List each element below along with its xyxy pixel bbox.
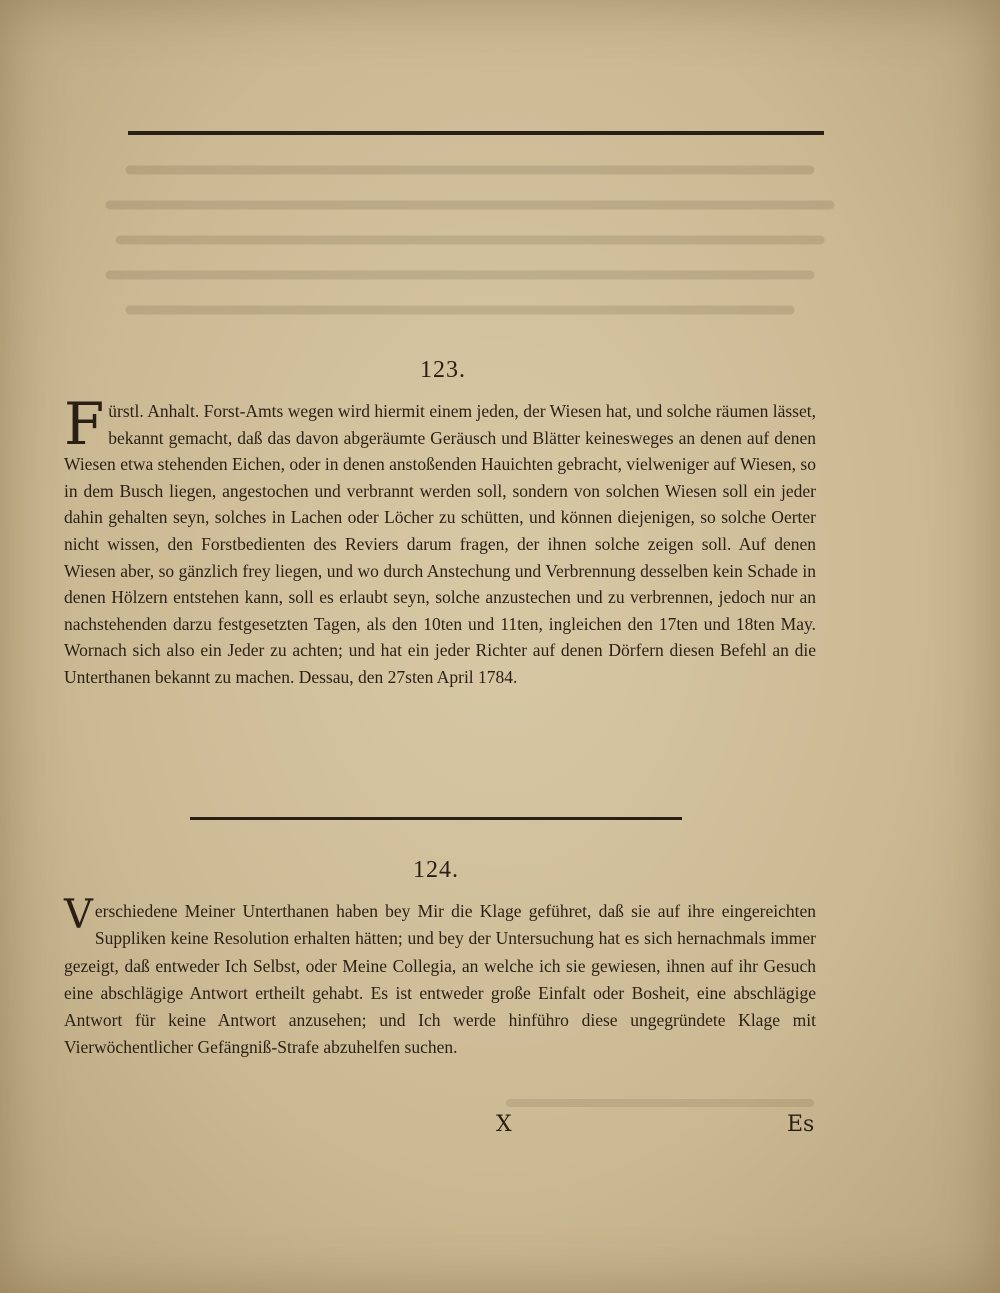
notice-paragraph — [64, 892, 816, 1062]
notice-text: erschiedene Meiner Unterthanen haben bey Mir die Klage geführet, daß sie auf ihre eingereichten Suppliken keine Resolution erhalten hätten; und bey der Untersuchung hat es sich hernachmals immer gezeigt, daß entweder Ich Selbst, oder Meine Collegia, an welche ich sie gewiesen, ihnen auf ihr Gesuch eine abschlägige Antwort ertheilt gehabt. Es ist entweder große Einfalt oder Bosheit, eine abschlägige Antwort für keine Antwort anzusehen; und Ich werde hinführo diese ungegründete Klage mit Vierwöchentlicher Gefängniß-Strafe abzuhelfen suchen. — [64, 901, 816, 1058]
catchword: Es — [787, 1112, 815, 1137]
notice-paragraph — [64, 390, 816, 691]
signature-mark: X — [496, 1112, 512, 1137]
show-through-lines-lower — [90, 1085, 850, 1125]
top-rule — [128, 131, 824, 135]
notice-text: ürstl. Anhalt. Forst-Amts wegen wird hiermit einem jeden, der Wiesen hat, und solche räumen lässet, bekannt gemacht, daß das davon abgeräumte Geräusch und Blätter keinesweges an denen auf denen Wiesen etwa stehenden Eichen, oder in denen anstoßenden Hauichten gebracht, vielweniger auf Wiesen, so in dem Busch liegen, angestochen und verbrannt werden soll, sondern von solchen Wiesen soll ein jeder dahin gehalten seyn, solches in Lachen oder Löcher zu schütten, und können diejenigen, so solche Oerter nicht wissen, den Forstbedienten des Reviers darum fragen, der ihnen solche zeigen soll. Auf denen Wiesen aber, so gänzlich frey liegen, und wo durch Anstechung und Verbrennung desselben kein Schade in denen Hölzern entstehen kann, soll es erlaubt seyn, solche anzustechen und zu verbrennen, jedoch nur an nachstehenden darzu festgesetzten Tagen, als den 10ten und 11ten, ingleichen den 17ten und 18ten May. Wornach sich also ein Jeder zu achten; und hat ein jeder Richter auf denen Dörfern diesen Befehl an die Unterthanen bekannt zu machen. Dessau, den 27sten April 1784. — [64, 401, 816, 687]
show-through-lines — [90, 150, 850, 350]
section-rule — [190, 817, 682, 820]
notice-number: 124. — [413, 857, 459, 883]
show-through-texture-lower — [90, 1085, 850, 1125]
show-through-texture — [90, 150, 850, 350]
notice-number: 123. — [420, 357, 466, 383]
drop-cap: F — [64, 390, 105, 458]
drop-cap: V — [64, 892, 93, 938]
